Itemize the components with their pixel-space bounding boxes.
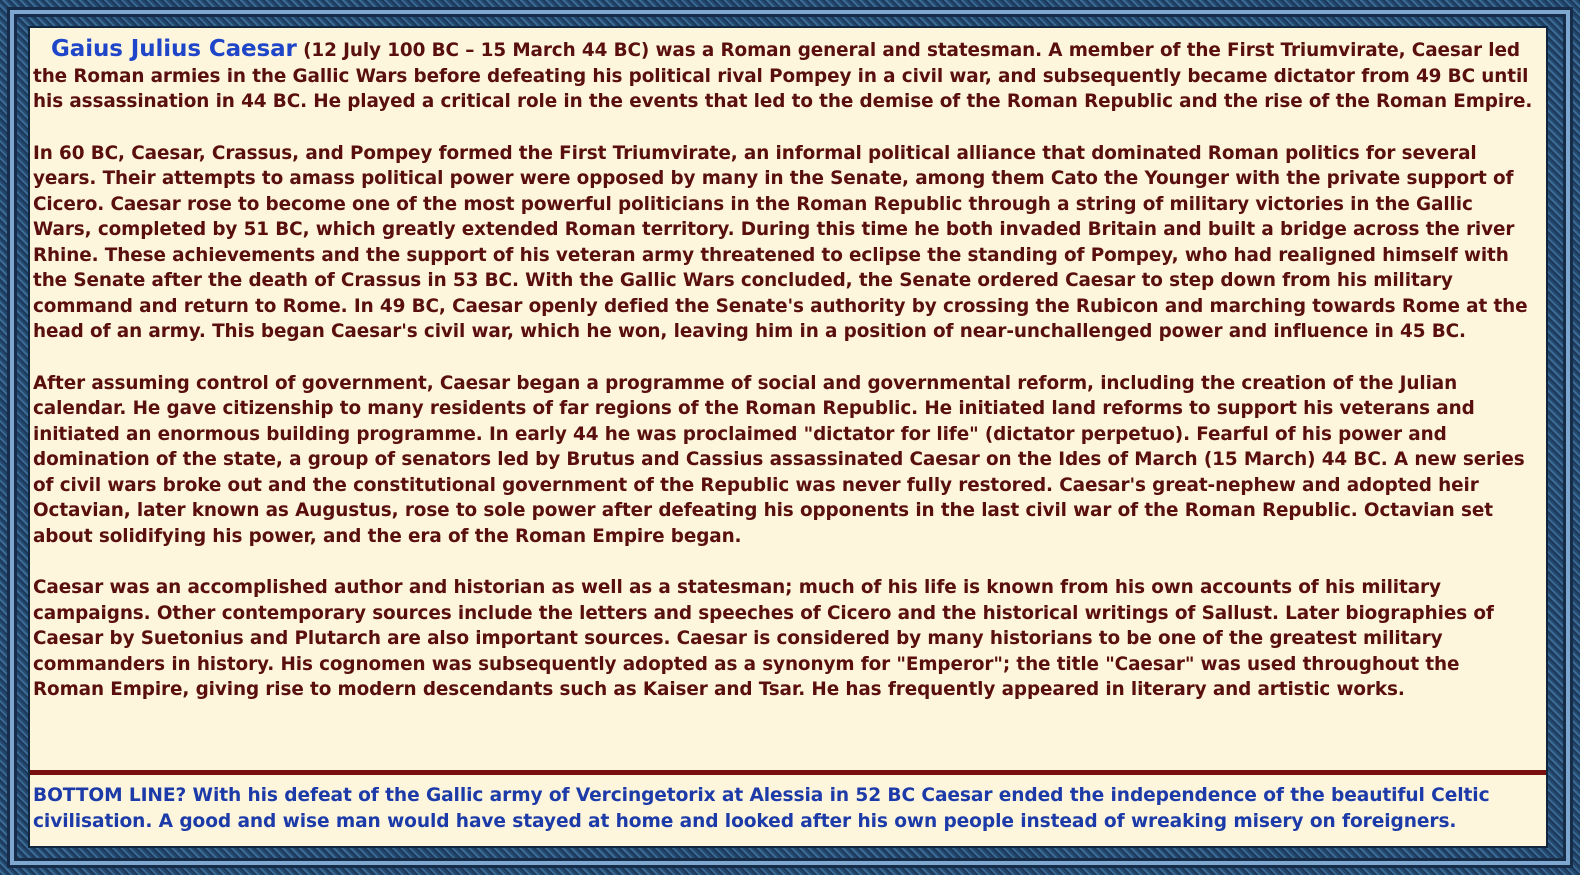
text-panel	[30, 28, 1546, 846]
intro-text: (12 July 100 BC – 15 March 44 BC) was a Roman general and statesman. A member of the First Triumvirate, Caesar led the Roman armies in the Gallic Wars before defeating his political rival Pompey in a civil war, and subsequently became dictator from 49 BC until his assassination in 44 BC. He played a critical role in the events that led to the demise of the Roman Republic and the rise of the Roman Empire.	[33, 40, 1533, 112]
intro-paragraph	[33, 37, 1533, 115]
paragraph-reforms: After assuming control of government, Caesar began a programme of social and governmental reform, including the creation of the Julian calendar. He gave citizenship to many residents of far regions of the Roman Republic. He initiated land reforms to support his veterans and initiated an enormous building programme. In early 44 he was proclaimed "dictator for life" (dictator perpetuo). Fearful of his power and domination of the state, a group of senators led by Brutus and Cassius assassinated Caesar on the Ides of March (15 March) 44 BC. A new series of civil wars broke out and the constitutional government of the Republic was never fully restored. Caesar's great-nephew and adopted heir Octavian, later known as Augustus, rose to sole power after defeating his opponents in the last civil war of the Roman Republic. Octavian set about solidifying his power, and the era of the Roman Empire began.	[33, 372, 1525, 547]
section-divider	[30, 770, 1546, 775]
article-title-name: Gaius Julius Caesar	[51, 36, 297, 62]
paragraph-legacy: Caesar was an accomplished author and historian as well as a statesman; much of his life is known from his own accounts of his military campaigns. Other contemporary sources include the letters and speeches of Cicero and the historical writings of Sallust. Later biographies of Caesar by Suetonius and Plutarch are also important sources. Caesar is considered by many historians to be one of the greatest military commanders in history. His cognomen was subsequently adopted as a synonym for "Emperor"; the title "Caesar" was used throughout the Roman Empire, giving rise to modern descendants such as Kaiser and Tsar. He has frequently appeared in literary and artistic works.	[33, 577, 1494, 700]
paragraph-triumvirate: In 60 BC, Caesar, Crassus, and Pompey formed the First Triumvirate, an informal political alliance that dominated Roman politics for several years. Their attempts to amass political power were opposed by many in the Senate, among them Cato the Younger with the private support of Cicero. Caesar rose to become one of the most powerful politicians in the Roman Republic through a string of military victories in the Gallic Wars, completed by 51 BC, which greatly extended Roman territory. During this time he both invaded Britain and built a bridge across the river Rhine. These achievements and the support of his veteran army threatened to eclipse the standing of Pompey, who had realigned himself with the Senate after the death of Crassus in 53 BC. With the Gallic Wars concluded, the Senate ordered Caesar to step down from his military command and return to Rome. In 49 BC, Caesar openly defied the Senate's authority by crossing the Rubicon and marching towards Rome at the head of an army. This began Caesar's civil war, which he won, leaving him in a position of near-unchallenged power and influence in 45 BC.	[33, 142, 1528, 342]
article-body	[33, 37, 1533, 729]
bottom-line-text: BOTTOM LINE? With his defeat of the Gallic army of Vercingetorix at Alessia in 52 BC Caesar ended the independence of the beautiful Celtic civilisation. A good and wise man would have stayed at home and looked after his own people instead of wreaking misery on foreigners.	[33, 785, 1490, 832]
